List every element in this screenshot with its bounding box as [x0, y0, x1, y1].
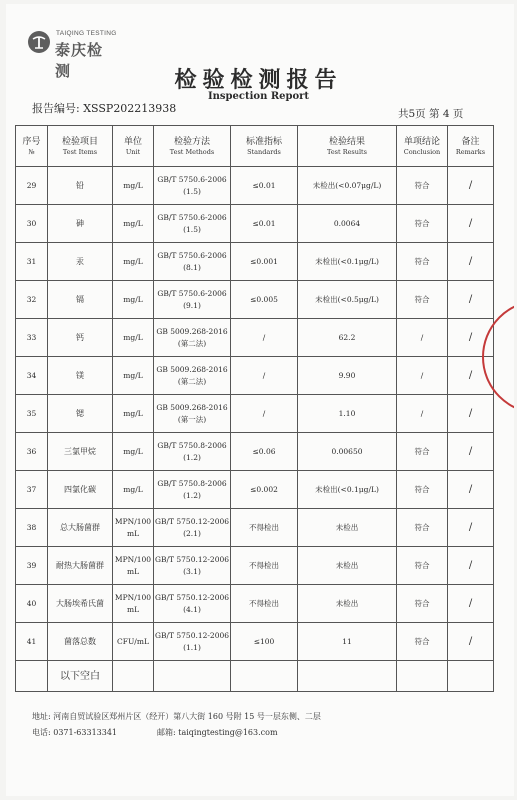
cell-empty — [113, 661, 154, 692]
table-row — [16, 433, 494, 471]
table-row — [16, 167, 494, 205]
cell-item: 总大肠菌群 — [48, 509, 113, 547]
cell-remarks: / — [448, 319, 494, 357]
cell-conclusion: 符合 — [397, 509, 448, 547]
cell-conclusion: / — [397, 357, 448, 395]
cell-no: 38 — [16, 509, 48, 547]
header-cell: 检验项目 Test Items — [48, 126, 113, 167]
method-text: GB/T 5750.12-2006 — [154, 555, 230, 565]
cell-no: 30 — [16, 205, 48, 243]
cell-unit — [113, 319, 154, 357]
unit-text: MPN/100 — [114, 555, 152, 565]
cell-no: 37 — [16, 471, 48, 509]
cell-conclusion: 符合 — [397, 585, 448, 623]
cell-method — [154, 623, 231, 661]
cell-remarks: / — [448, 357, 494, 395]
cell-remarks: / — [448, 243, 494, 281]
cell-unit — [113, 357, 154, 395]
report-number: 报告编号: XSSP202213938 — [32, 102, 177, 115]
method-clause: (1.2) — [183, 490, 201, 500]
cell-result: 未检出(<0.1μg/L) — [298, 243, 397, 281]
cell-standard: ≤0.01 — [231, 167, 298, 205]
cell-no: 32 — [16, 281, 48, 319]
cell-method — [154, 509, 231, 547]
unit-text: mg/L — [123, 294, 143, 304]
method-clause: (第一法) — [177, 414, 207, 424]
cell-standard: ≤100 — [231, 623, 298, 661]
unit-text: mg/L — [123, 256, 143, 266]
cell-no: 40 — [16, 585, 48, 623]
cell-standard: 不得检出 — [231, 547, 298, 585]
unit-text: MPN/100 — [114, 517, 152, 527]
header-cell: 检验结果 Test Results — [298, 126, 397, 167]
cell-method — [154, 205, 231, 243]
cell-result: 11 — [298, 623, 397, 661]
method-text: GB/T 5750.12-2006 — [154, 517, 230, 527]
report-title: 检验检测报告 — [174, 67, 343, 93]
footer-phone: 电话: 0371-63313341 — [32, 728, 118, 737]
table-row — [16, 585, 494, 623]
method-clause: (第二法) — [177, 338, 207, 348]
cell-method — [154, 547, 231, 585]
logo-emblem-icon — [28, 31, 50, 53]
cell-no: 33 — [16, 319, 48, 357]
unit-text: mg/L — [123, 484, 143, 494]
cell-remarks: / — [448, 585, 494, 623]
method-text: GB/T 5750.12-2006 — [154, 593, 230, 603]
method-text: GB 5009.268-2016 — [156, 403, 228, 413]
cell-remarks: / — [448, 167, 494, 205]
method-text: GB/T 5750.6-2006 — [157, 213, 227, 223]
cell-empty — [298, 661, 397, 692]
cell-remarks: / — [448, 433, 494, 471]
method-clause: (9.1) — [183, 300, 201, 310]
header-cell: 标准指标 Standards — [231, 126, 298, 167]
cell-conclusion: 符合 — [397, 471, 448, 509]
cell-no: 31 — [16, 243, 48, 281]
cell-method — [154, 281, 231, 319]
method-text: GB/T 5750.6-2006 — [157, 289, 227, 299]
cell-standard: ≤0.001 — [231, 243, 298, 281]
cell-standard: ≤0.06 — [231, 433, 298, 471]
cell-item: 镉 — [48, 281, 113, 319]
table-row — [16, 471, 494, 509]
cell-remarks: / — [448, 509, 494, 547]
cell-conclusion: / — [397, 319, 448, 357]
company-name-en: TAIQING TESTING — [56, 30, 117, 37]
method-text: GB/T 5750.8-2006 — [157, 441, 227, 451]
cell-unit — [113, 205, 154, 243]
unit-text: mg/L — [123, 408, 143, 418]
cell-no: 35 — [16, 395, 48, 433]
cell-conclusion: 符合 — [397, 167, 448, 205]
table-row — [16, 281, 494, 319]
unit-text: CFU/mL — [117, 636, 149, 646]
cell-standard: / — [231, 395, 298, 433]
table-row — [16, 205, 494, 243]
cell-result: 0.00650 — [298, 433, 397, 471]
unit-text: mg/L — [123, 218, 143, 228]
method-text: GB 5009.268-2016 — [156, 365, 228, 375]
table-row — [16, 547, 494, 585]
cell-result: 未检出(<0.1μg/L) — [298, 471, 397, 509]
cell-unit — [113, 509, 154, 547]
method-text: GB/T 5750.6-2006 — [157, 175, 227, 185]
cell-item: 锶 — [48, 395, 113, 433]
footer-email: 邮箱: taiqingtesting@163.com — [157, 728, 278, 737]
cell-remarks: / — [448, 281, 494, 319]
method-clause: (1.2) — [183, 452, 201, 462]
unit-text: mg/L — [123, 446, 143, 456]
cell-item: 砷 — [48, 205, 113, 243]
cell-standard: ≤0.002 — [231, 471, 298, 509]
cell-conclusion: 符合 — [397, 281, 448, 319]
cell-standard: 不得检出 — [231, 509, 298, 547]
cell-method — [154, 357, 231, 395]
cell-standard: 不得检出 — [231, 585, 298, 623]
unit-text-2: mL — [126, 566, 140, 576]
cell-standard: / — [231, 357, 298, 395]
cell-unit — [113, 395, 154, 433]
cell-standard: ≤0.01 — [231, 205, 298, 243]
cell-item: 铅 — [48, 167, 113, 205]
cell-item: 菌落总数 — [48, 623, 113, 661]
cell-no: 39 — [16, 547, 48, 585]
cell-conclusion: 符合 — [397, 547, 448, 585]
table-row — [16, 395, 494, 433]
cell-result: 62.2 — [298, 319, 397, 357]
cell-remarks: / — [448, 623, 494, 661]
cell-method — [154, 167, 231, 205]
cell-conclusion: 符合 — [397, 433, 448, 471]
cell-no: 36 — [16, 433, 48, 471]
table-row — [16, 357, 494, 395]
cell-unit — [113, 167, 154, 205]
cell-item: 耐热大肠菌群 — [48, 547, 113, 585]
table-row-end — [16, 661, 494, 692]
cell-method — [154, 395, 231, 433]
end-marker: 以下空白 — [48, 661, 113, 692]
cell-item: 汞 — [48, 243, 113, 281]
page-info: 共5页 第 4 页 — [398, 108, 464, 120]
cell-unit — [113, 547, 154, 585]
header-cell: 备注 Remarks — [448, 126, 494, 167]
unit-text: MPN/100 — [114, 593, 152, 603]
cell-result: 0.0064 — [298, 205, 397, 243]
method-text: GB/T 5750.6-2006 — [157, 251, 227, 261]
cell-item: 钙 — [48, 319, 113, 357]
table-row — [16, 243, 494, 281]
method-clause: (3.1) — [183, 566, 201, 576]
cell-empty — [231, 661, 298, 692]
cell-conclusion: / — [397, 395, 448, 433]
cell-conclusion: 符合 — [397, 623, 448, 661]
method-text: GB 5009.268-2016 — [156, 327, 228, 337]
cell-result: 未检出 — [298, 585, 397, 623]
method-clause: (1.1) — [183, 642, 201, 652]
cell-remarks: / — [448, 471, 494, 509]
company-name-cn: 泰庆检测 — [55, 41, 104, 80]
cell-method — [154, 585, 231, 623]
table-body — [16, 167, 494, 692]
cell-result: 9.90 — [298, 357, 397, 395]
cell-result: 未检出 — [298, 509, 397, 547]
method-clause: (8.1) — [183, 262, 201, 272]
unit-text-2: mL — [126, 528, 140, 538]
cell-unit — [113, 471, 154, 509]
table-header-row — [16, 126, 494, 167]
cell-standard: / — [231, 319, 298, 357]
cell-remarks: / — [448, 395, 494, 433]
header-cell: 单项结论 Conclusion — [397, 126, 448, 167]
method-clause: (1.5) — [183, 186, 201, 196]
cell-result: 未检出(<0.5μg/L) — [298, 281, 397, 319]
table-row — [16, 319, 494, 357]
footer-address: 地址: 河南自贸试验区郑州片区（经开）第八大街 160 号附 15 号一层东侧、二层 — [32, 712, 321, 721]
cell-method — [154, 471, 231, 509]
cell-no: 34 — [16, 357, 48, 395]
method-clause: (第二法) — [177, 376, 207, 386]
cell-item: 镁 — [48, 357, 113, 395]
cell-unit — [113, 433, 154, 471]
cell-empty — [397, 661, 448, 692]
cell-item: 四氯化碳 — [48, 471, 113, 509]
cell-unit — [113, 281, 154, 319]
cell-remarks: / — [448, 547, 494, 585]
method-clause: (4.1) — [183, 604, 201, 614]
cell-remarks: / — [448, 205, 494, 243]
cell-empty — [448, 661, 494, 692]
header-cell: 序号 № — [16, 126, 48, 167]
cell-empty — [154, 661, 231, 692]
cell-empty — [16, 661, 48, 692]
table-row — [16, 623, 494, 661]
table-row — [16, 509, 494, 547]
header-cell: 检验方法 Test Methods — [154, 126, 231, 167]
results-table — [15, 125, 494, 692]
unit-text: mg/L — [123, 332, 143, 342]
cell-result: 未检出 — [298, 547, 397, 585]
cell-unit — [113, 585, 154, 623]
cell-item: 大肠埃希氏菌 — [48, 585, 113, 623]
cell-conclusion: 符合 — [397, 243, 448, 281]
method-clause: (2.1) — [183, 528, 201, 538]
cell-method — [154, 319, 231, 357]
method-text: GB/T 5750.8-2006 — [157, 479, 227, 489]
cell-no: 29 — [16, 167, 48, 205]
cell-standard: ≤0.005 — [231, 281, 298, 319]
unit-text: mg/L — [123, 180, 143, 190]
unit-text: mg/L — [123, 370, 143, 380]
method-clause: (1.5) — [183, 224, 201, 234]
cell-conclusion: 符合 — [397, 205, 448, 243]
report-subtitle: Inspection Report — [207, 91, 310, 102]
cell-method — [154, 433, 231, 471]
cell-method — [154, 243, 231, 281]
cell-unit — [113, 623, 154, 661]
cell-item: 三氯甲烷 — [48, 433, 113, 471]
header-cell: 单位 Unit — [113, 126, 154, 167]
company-logo — [28, 28, 118, 80]
method-text: GB/T 5750.12-2006 — [154, 631, 230, 641]
cell-unit — [113, 243, 154, 281]
unit-text-2: mL — [126, 604, 140, 614]
cell-no: 41 — [16, 623, 48, 661]
cell-result: 未检出(<0.07μg/L) — [298, 167, 397, 205]
cell-result: 1.10 — [298, 395, 397, 433]
